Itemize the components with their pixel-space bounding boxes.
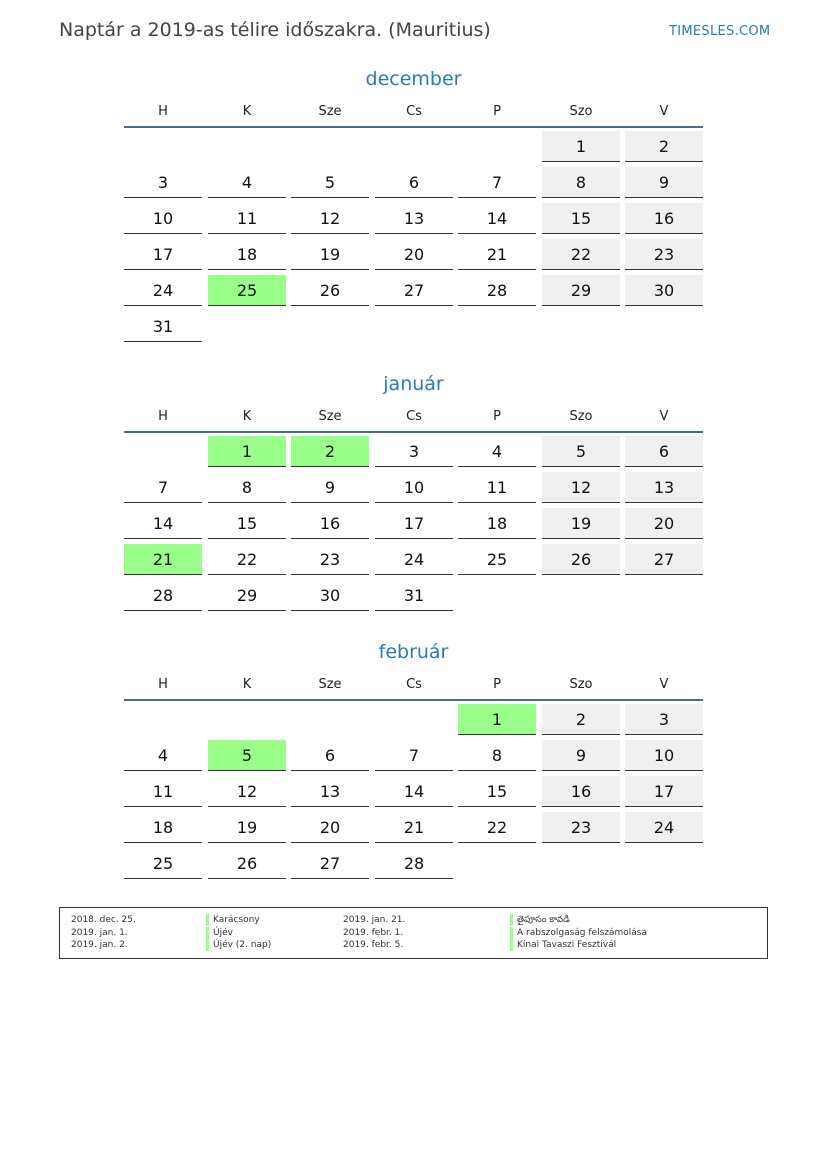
day-cell[interactable]: 31 bbox=[375, 580, 453, 611]
day-cell[interactable]: 3 bbox=[124, 167, 202, 198]
legend-holiday: Újév (2. nap) bbox=[206, 939, 271, 951]
day-cell[interactable]: 24 bbox=[375, 544, 453, 575]
day-cell[interactable]: 6 bbox=[375, 167, 453, 198]
weekday-label: Sze bbox=[318, 104, 342, 119]
weekday-label: K bbox=[242, 409, 252, 424]
weekday-label: Cs bbox=[406, 104, 422, 119]
day-cell[interactable]: 19 bbox=[542, 508, 620, 539]
month-name: január bbox=[383, 373, 444, 395]
day-cell[interactable]: 14 bbox=[124, 508, 202, 539]
day-cell[interactable]: 13 bbox=[291, 776, 369, 807]
weekday-label: V bbox=[659, 409, 669, 424]
weekday-label: Szo bbox=[569, 677, 593, 692]
day-cell[interactable]: 14 bbox=[458, 203, 536, 234]
month-januar bbox=[124, 373, 703, 605]
day-cell[interactable]: 19 bbox=[291, 239, 369, 270]
legend-holiday: A rabszolgaság felszámolása bbox=[510, 927, 647, 939]
day-cell[interactable]: 16 bbox=[625, 203, 703, 234]
weekday-header bbox=[124, 671, 703, 697]
day-cell[interactable]: 17 bbox=[124, 239, 202, 270]
legend-date: 2019. jan. 2. bbox=[71, 940, 128, 950]
legend-holiday: తైపూసం కావడి bbox=[510, 914, 570, 926]
legend-holiday: Újév bbox=[206, 927, 233, 939]
day-cell[interactable]: 3 bbox=[375, 436, 453, 467]
day-cell[interactable]: 17 bbox=[625, 776, 703, 807]
day-cell[interactable]: 26 bbox=[208, 848, 286, 879]
day-cell-holiday[interactable]: 21 bbox=[124, 544, 202, 575]
day-cell[interactable]: 31 bbox=[124, 311, 202, 342]
day-cell[interactable]: 2 bbox=[625, 131, 703, 162]
day-cell[interactable]: 23 bbox=[625, 239, 703, 270]
day-cell[interactable]: 28 bbox=[458, 275, 536, 306]
day-cell[interactable]: 18 bbox=[458, 508, 536, 539]
legend-holiday: Kínai Tavaszi Fesztivál bbox=[510, 939, 616, 951]
day-cell[interactable]: 21 bbox=[375, 812, 453, 843]
weekday-header bbox=[124, 98, 703, 124]
holiday-legend bbox=[59, 907, 768, 959]
day-cell[interactable]: 2 bbox=[542, 704, 620, 735]
weekday-label: Szo bbox=[569, 409, 593, 424]
weekday-label: Sze bbox=[318, 677, 342, 692]
day-cell[interactable]: 17 bbox=[375, 508, 453, 539]
day-cell[interactable]: 14 bbox=[375, 776, 453, 807]
page-title: Naptár a 2019-as télire időszakra. (Mauritius) bbox=[59, 19, 491, 41]
day-cell[interactable]: 26 bbox=[291, 275, 369, 306]
day-cell[interactable]: 15 bbox=[458, 776, 536, 807]
day-cell[interactable]: 27 bbox=[625, 544, 703, 575]
day-cell[interactable]: 26 bbox=[542, 544, 620, 575]
day-cell[interactable]: 23 bbox=[291, 544, 369, 575]
day-cell[interactable]: 22 bbox=[542, 239, 620, 270]
weekday-label: H bbox=[158, 409, 168, 424]
day-cell[interactable]: 22 bbox=[208, 544, 286, 575]
day-cell[interactable]: 4 bbox=[124, 740, 202, 771]
day-cell[interactable]: 11 bbox=[124, 776, 202, 807]
weekday-label: Cs bbox=[406, 409, 422, 424]
day-cell[interactable]: 24 bbox=[124, 275, 202, 306]
weekday-header bbox=[124, 403, 703, 429]
day-cell[interactable]: 15 bbox=[208, 508, 286, 539]
month-december bbox=[124, 68, 703, 336]
day-cell[interactable]: 18 bbox=[208, 239, 286, 270]
weekday-label: V bbox=[659, 104, 669, 119]
day-cell[interactable]: 20 bbox=[291, 812, 369, 843]
day-cell[interactable]: 12 bbox=[208, 776, 286, 807]
weekday-label: H bbox=[158, 677, 168, 692]
day-cell[interactable]: 6 bbox=[625, 436, 703, 467]
weekday-label: K bbox=[242, 104, 252, 119]
day-cell[interactable]: 19 bbox=[208, 812, 286, 843]
header-rule bbox=[124, 126, 703, 128]
day-cell[interactable]: 6 bbox=[291, 740, 369, 771]
legend-holiday: Karácsony bbox=[206, 914, 260, 926]
day-cell[interactable]: 30 bbox=[625, 275, 703, 306]
weekday-label: P bbox=[493, 104, 501, 119]
brand-logo[interactable]: TIMESLES.COM bbox=[669, 24, 771, 39]
day-cell[interactable]: 27 bbox=[291, 848, 369, 879]
day-cell[interactable]: 13 bbox=[375, 203, 453, 234]
day-cell[interactable]: 16 bbox=[542, 776, 620, 807]
day-cell[interactable]: 29 bbox=[542, 275, 620, 306]
day-cell[interactable]: 7 bbox=[124, 472, 202, 503]
weekday-label: P bbox=[493, 677, 501, 692]
day-cell[interactable]: 12 bbox=[291, 203, 369, 234]
day-cell[interactable]: 4 bbox=[458, 436, 536, 467]
day-cell-holiday[interactable]: 25 bbox=[208, 275, 286, 306]
legend-date: 2018. dec. 25. bbox=[71, 915, 136, 925]
day-cell[interactable]: 13 bbox=[625, 472, 703, 503]
day-cell[interactable]: 25 bbox=[458, 544, 536, 575]
day-cell[interactable]: 27 bbox=[375, 275, 453, 306]
weekday-label: Szo bbox=[569, 104, 593, 119]
day-cell[interactable]: 11 bbox=[208, 203, 286, 234]
day-cell[interactable]: 3 bbox=[625, 704, 703, 735]
day-cell[interactable]: 30 bbox=[291, 580, 369, 611]
day-cell[interactable]: 24 bbox=[625, 812, 703, 843]
legend-date: 2019. febr. 1. bbox=[343, 928, 404, 938]
weekday-label: Sze bbox=[318, 409, 342, 424]
legend-date: 2019. jan. 1. bbox=[71, 928, 128, 938]
legend-date: 2019. febr. 5. bbox=[343, 940, 404, 950]
day-cell[interactable]: 9 bbox=[291, 472, 369, 503]
header-rule bbox=[124, 431, 703, 433]
day-cell[interactable]: 9 bbox=[625, 167, 703, 198]
day-cell[interactable]: 7 bbox=[375, 740, 453, 771]
day-cell[interactable]: 8 bbox=[208, 472, 286, 503]
day-cell[interactable]: 12 bbox=[542, 472, 620, 503]
weekday-label: K bbox=[242, 677, 252, 692]
month-februar bbox=[124, 641, 703, 873]
day-cell[interactable]: 10 bbox=[124, 203, 202, 234]
day-cell[interactable]: 16 bbox=[291, 508, 369, 539]
month-name: február bbox=[378, 641, 449, 663]
day-cell[interactable]: 18 bbox=[124, 812, 202, 843]
day-cell-holiday[interactable]: 1 bbox=[208, 436, 286, 467]
weekday-label: Cs bbox=[406, 677, 422, 692]
header-rule bbox=[124, 699, 703, 701]
day-cell[interactable]: 25 bbox=[124, 848, 202, 879]
day-cell-holiday[interactable]: 2 bbox=[291, 436, 369, 467]
day-cell[interactable]: 5 bbox=[542, 436, 620, 467]
month-name: december bbox=[365, 68, 462, 90]
day-cell[interactable]: 28 bbox=[124, 580, 202, 611]
day-cell[interactable]: 22 bbox=[458, 812, 536, 843]
day-cell[interactable]: 1 bbox=[542, 131, 620, 162]
day-cell[interactable]: 15 bbox=[542, 203, 620, 234]
weekday-label: H bbox=[158, 104, 168, 119]
day-cell[interactable]: 20 bbox=[375, 239, 453, 270]
day-cell[interactable]: 21 bbox=[458, 239, 536, 270]
day-cell[interactable]: 5 bbox=[291, 167, 369, 198]
day-cell[interactable]: 20 bbox=[625, 508, 703, 539]
day-cell[interactable]: 11 bbox=[458, 472, 536, 503]
day-cell[interactable]: 28 bbox=[375, 848, 453, 879]
day-cell[interactable]: 4 bbox=[208, 167, 286, 198]
day-cell[interactable]: 29 bbox=[208, 580, 286, 611]
day-cell[interactable]: 10 bbox=[375, 472, 453, 503]
day-cell[interactable]: 7 bbox=[458, 167, 536, 198]
weekday-label: P bbox=[493, 409, 501, 424]
day-cell[interactable]: 8 bbox=[542, 167, 620, 198]
day-cell[interactable]: 8 bbox=[458, 740, 536, 771]
day-cell[interactable]: 10 bbox=[625, 740, 703, 771]
day-cell-holiday[interactable]: 1 bbox=[458, 704, 536, 735]
day-cell[interactable]: 9 bbox=[542, 740, 620, 771]
day-cell-holiday[interactable]: 5 bbox=[208, 740, 286, 771]
weekday-label: V bbox=[659, 677, 669, 692]
legend-date: 2019. jan. 21. bbox=[343, 915, 406, 925]
day-cell[interactable]: 23 bbox=[542, 812, 620, 843]
